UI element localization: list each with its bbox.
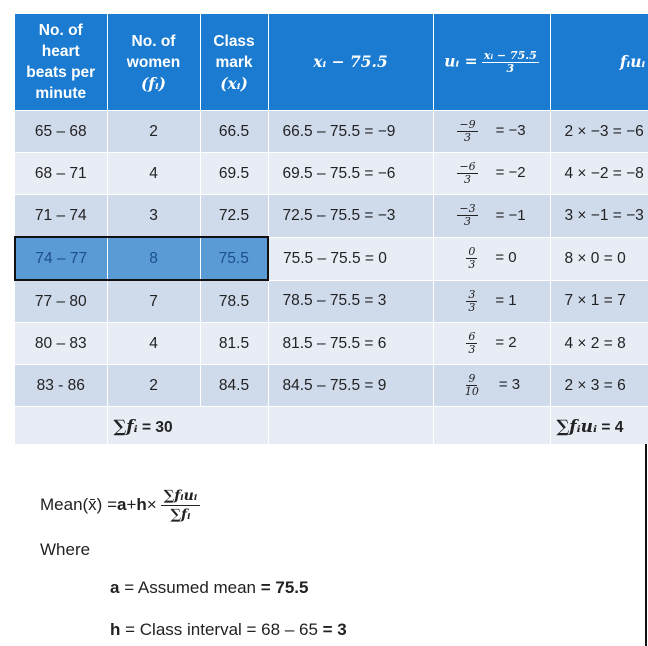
- cell-range: 74 – 77: [15, 237, 107, 280]
- cell-range: 71 – 74: [15, 195, 107, 238]
- where-label: Where: [40, 540, 91, 559]
- header-fu: fᵢuᵢ: [550, 14, 648, 111]
- cell-u: $\frac{3}{3}$ = 1: [433, 280, 550, 323]
- header-u: uᵢ = $\frac{\text{xᵢ − 75.5}}{3}$: [433, 14, 550, 111]
- cell-range: 65 – 68: [15, 111, 107, 153]
- cell-deviation: 66.5 – 75.5 = −9: [268, 111, 433, 153]
- frequency-table-wrap: [14, 14, 648, 444]
- cell-fu: 4 × 2 = 8: [550, 323, 648, 365]
- cell-u: $\frac{-9}{3}$ = −3: [433, 111, 550, 153]
- cell-u: $\frac{9}{10}$ = 3: [433, 365, 550, 407]
- cell-range: 83 - 86: [15, 365, 107, 407]
- mean-formula: Mean(x̄) = a + h × $\frac{\text{∑fᵢuᵢ}}{\text{∑fᵢ}}$: [40, 480, 200, 530]
- cell-fu: 8 × 0 = 0: [550, 237, 648, 280]
- table-row: [15, 323, 648, 365]
- cell-deviation: 72.5 – 75.5 = −3: [268, 195, 433, 238]
- cell-fu: 7 × 1 = 7: [550, 280, 648, 323]
- cell-frequency: 4: [107, 153, 200, 195]
- table-row: [15, 195, 648, 238]
- cell-deviation: 78.5 – 75.5 = 3: [268, 280, 433, 323]
- cell-frequency: 3: [107, 195, 200, 238]
- cell-fu: 2 × 3 = 6: [550, 365, 648, 407]
- cell-deviation: 81.5 – 75.5 = 6: [268, 323, 433, 365]
- header-no-of-women: No. of women (fᵢ): [107, 14, 200, 111]
- cell-u: $\frac{-6}{3}$ = −2: [433, 153, 550, 195]
- assumed-mean-line: a = Assumed mean = 75.5: [110, 578, 309, 597]
- table-row: [15, 280, 648, 323]
- cell-class-mark: 75.5: [200, 237, 268, 280]
- header-class-mark: Class mark (xᵢ): [200, 14, 268, 111]
- table-row: [15, 153, 648, 195]
- cell-class-mark: 81.5: [200, 323, 268, 365]
- sum-f: ∑fᵢ = 30: [107, 407, 268, 445]
- right-border-line: [645, 444, 647, 646]
- table-row: [15, 237, 648, 280]
- cell-range: 77 – 80: [15, 280, 107, 323]
- sum-blank: [15, 407, 107, 445]
- cell-class-mark: 84.5: [200, 365, 268, 407]
- sum-blank: [268, 407, 433, 445]
- cell-frequency: 2: [107, 111, 200, 153]
- cell-range: 68 – 71: [15, 153, 107, 195]
- cell-class-mark: 69.5: [200, 153, 268, 195]
- header-heart-beats: No. of heart beats per minute: [15, 14, 107, 111]
- cell-deviation: 75.5 – 75.5 = 0: [268, 237, 433, 280]
- cell-fu: 4 × −2 = −8: [550, 153, 648, 195]
- cell-deviation: 69.5 – 75.5 = −6: [268, 153, 433, 195]
- cell-fu: 2 × −3 = −6: [550, 111, 648, 153]
- cell-class-mark: 66.5: [200, 111, 268, 153]
- cell-deviation: 84.5 – 75.5 = 9: [268, 365, 433, 407]
- cell-u: $\frac{0}{3}$ = 0: [433, 237, 550, 280]
- cell-frequency: 4: [107, 323, 200, 365]
- header-deviation: xᵢ − 75.5: [268, 14, 433, 111]
- table-row: [15, 365, 648, 407]
- cell-frequency: 8: [107, 237, 200, 280]
- sum-row: [15, 407, 648, 445]
- cell-frequency: 2: [107, 365, 200, 407]
- frequency-table: [14, 14, 648, 444]
- cell-u: $\frac{6}{3}$ = 2: [433, 323, 550, 365]
- cell-class-mark: 78.5: [200, 280, 268, 323]
- cell-range: 80 – 83: [15, 323, 107, 365]
- cell-class-mark: 72.5: [200, 195, 268, 238]
- sum-fu: ∑fᵢuᵢ = 4: [550, 407, 648, 445]
- cell-fu: 3 × −1 = −3: [550, 195, 648, 238]
- table-row: [15, 111, 648, 153]
- class-interval-line: h = Class interval = 68 – 65 = 3: [110, 620, 347, 639]
- sum-blank: [433, 407, 550, 445]
- cell-u: $\frac{-3}{3}$ = −1: [433, 195, 550, 238]
- header-row: [15, 14, 648, 111]
- cell-frequency: 7: [107, 280, 200, 323]
